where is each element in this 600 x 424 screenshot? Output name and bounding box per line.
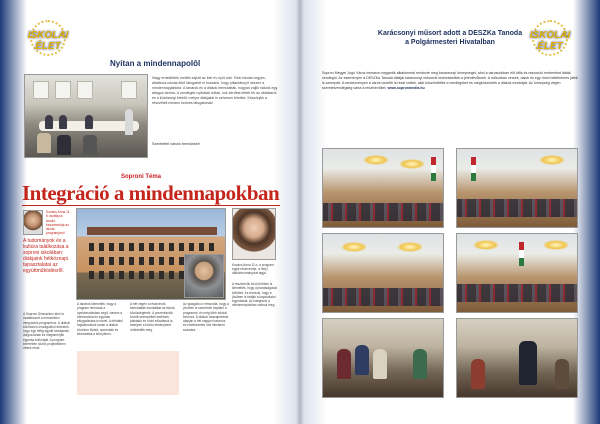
- performance-photo-2: [456, 318, 578, 398]
- website-link[interactable]: www.sopronmedia.hu: [387, 86, 425, 90]
- article-column-1: A Soproni Gimnázium idén is csatlakozott a nemzetközi integrációs programhoz. A diákok különböző országokból érkeztek, hogy egy hétig együtt tanuljanak, dolgozzanak és megismerjék egymás kultúráját. A program keretében közös projektekben vettek részt.: [23, 312, 70, 351]
- article-column-4: Az igazgató úr elmondta, hogy a jövőben is szeretnék folytatni a programot, és még több iskolát bevonni. A diákok visszajelzései alapján a hét nagyon hasznos és emlékezetes volt mindenki számára.: [183, 302, 229, 332]
- title-line-1: Karácsonyi műsort adott a DESZKa Tanoda: [377, 30, 523, 37]
- right-article-body: [322, 71, 580, 91]
- article-body: Nagy érdeklődés mellett zajlott az idei év nyílt órái. Tobb iskolai vegyes, általános iskolai étkő látogatott el hozzánk, hogy pillantásnyit nézzen a mindennapjainkba. A tanárok és a diákok bemutatták, hogyan zajlik nálunk egy átlagos tanóra. A vendégek nyitottak voltak, sok kérdést tettek fel az oktatásról és a közösségi életről, melyre diákjaink is szívesen feleltek. Köszönjük a részvételt minden kedves látogatónak!: [152, 76, 278, 105]
- article-column-3: A hét végén a résztvevők bemutatták munkáikat az iskola közösségének. A prezentációk között szerepeltek kisfilmek, plakátok és rövid előadások is, amelyek a közös élményeket örökítették meg.: [130, 302, 175, 332]
- right-article-title: [300, 30, 600, 47]
- feature-title: Integráció a mindennapokban: [22, 181, 280, 205]
- article-title: Nyitan a mindennapolôl: [110, 59, 201, 68]
- teacher-portrait-photo: [184, 254, 224, 298]
- logo-text: ISKOLAI ÉLET: [27, 30, 69, 52]
- ceremony-hall-photo-2: [456, 148, 578, 228]
- title-rule: [22, 205, 280, 206]
- leadin-text: Kovács Anna 11. b osztályos tanuló beszámolója az iskola programjáról: [46, 210, 71, 236]
- ceremony-hall-photo-3: [322, 233, 444, 313]
- logo-text: ISKOLAI ÉLET: [529, 30, 571, 52]
- article-column-2: A tanárok kiemelték, hogy a program nemcsak a nyelvtanulásban segít, hanem a toleranciára és egymás elfogadására is nevel. A délutáni foglalkozások során a diákok közösen főztek, sportoltak és kirándultak a környéken.: [77, 302, 123, 337]
- page-gutter: [296, 0, 304, 424]
- highlight-box: [77, 351, 179, 395]
- article-signature: Szeretettel várunk bennünket!: [152, 142, 200, 146]
- meeting-photo: [24, 74, 148, 158]
- article-column-5: A résztvevők közül többen is kiemelték, hogy új barátságokat kötöttek, és tervezik, hogy a jövőben is tartják a kapcsolatot egymással. Az integráció a mindennapokban valósul meg.: [232, 282, 277, 308]
- ceremony-hall-photo-1: [322, 148, 444, 228]
- performance-photo-1: [322, 318, 444, 398]
- ceremony-hall-photo-4: [456, 233, 578, 313]
- title-line-2: a Polgármesteri Hivatalban: [405, 38, 495, 46]
- photo-caption: Kovács Anna 11.b, a program egyik résztvevője, a helyi diákönkormányzat tagja.: [232, 263, 274, 276]
- student-portrait-photo: [23, 210, 43, 235]
- intro-text: A tudományok és a kultúra találkozása a soproni iskolában: diákjaink hétköznapi tapasztalatai az együttműködésről.: [23, 238, 69, 275]
- right-body-text: Sopron Megyei Jogú Város immáron negyedik alkalommal rendezte meg karácsonyi ünnepségét, ahol a városunkban élő idős és rászoruló embereket látták vendégül. Az eseményen a DESZKa Tanoda diákjai karácsonyi műsorral kedveskedtek a jelenlévőknek. A műsorban versek, dalok és egy rövid betlehemes játék is szerepelt. A rendezvényen a város vezetői is részt vettek, akik köszöntötték a vendégeket és megköszönték a diákok munkáját. Az ünnepség végén szeretetvendégség várta a résztvevőket.: [322, 71, 578, 90]
- student-portrait-photo-2: [232, 208, 276, 260]
- section-label: Soproni Téma: [121, 174, 162, 180]
- iskolai-elet-logo: [20, 20, 76, 58]
